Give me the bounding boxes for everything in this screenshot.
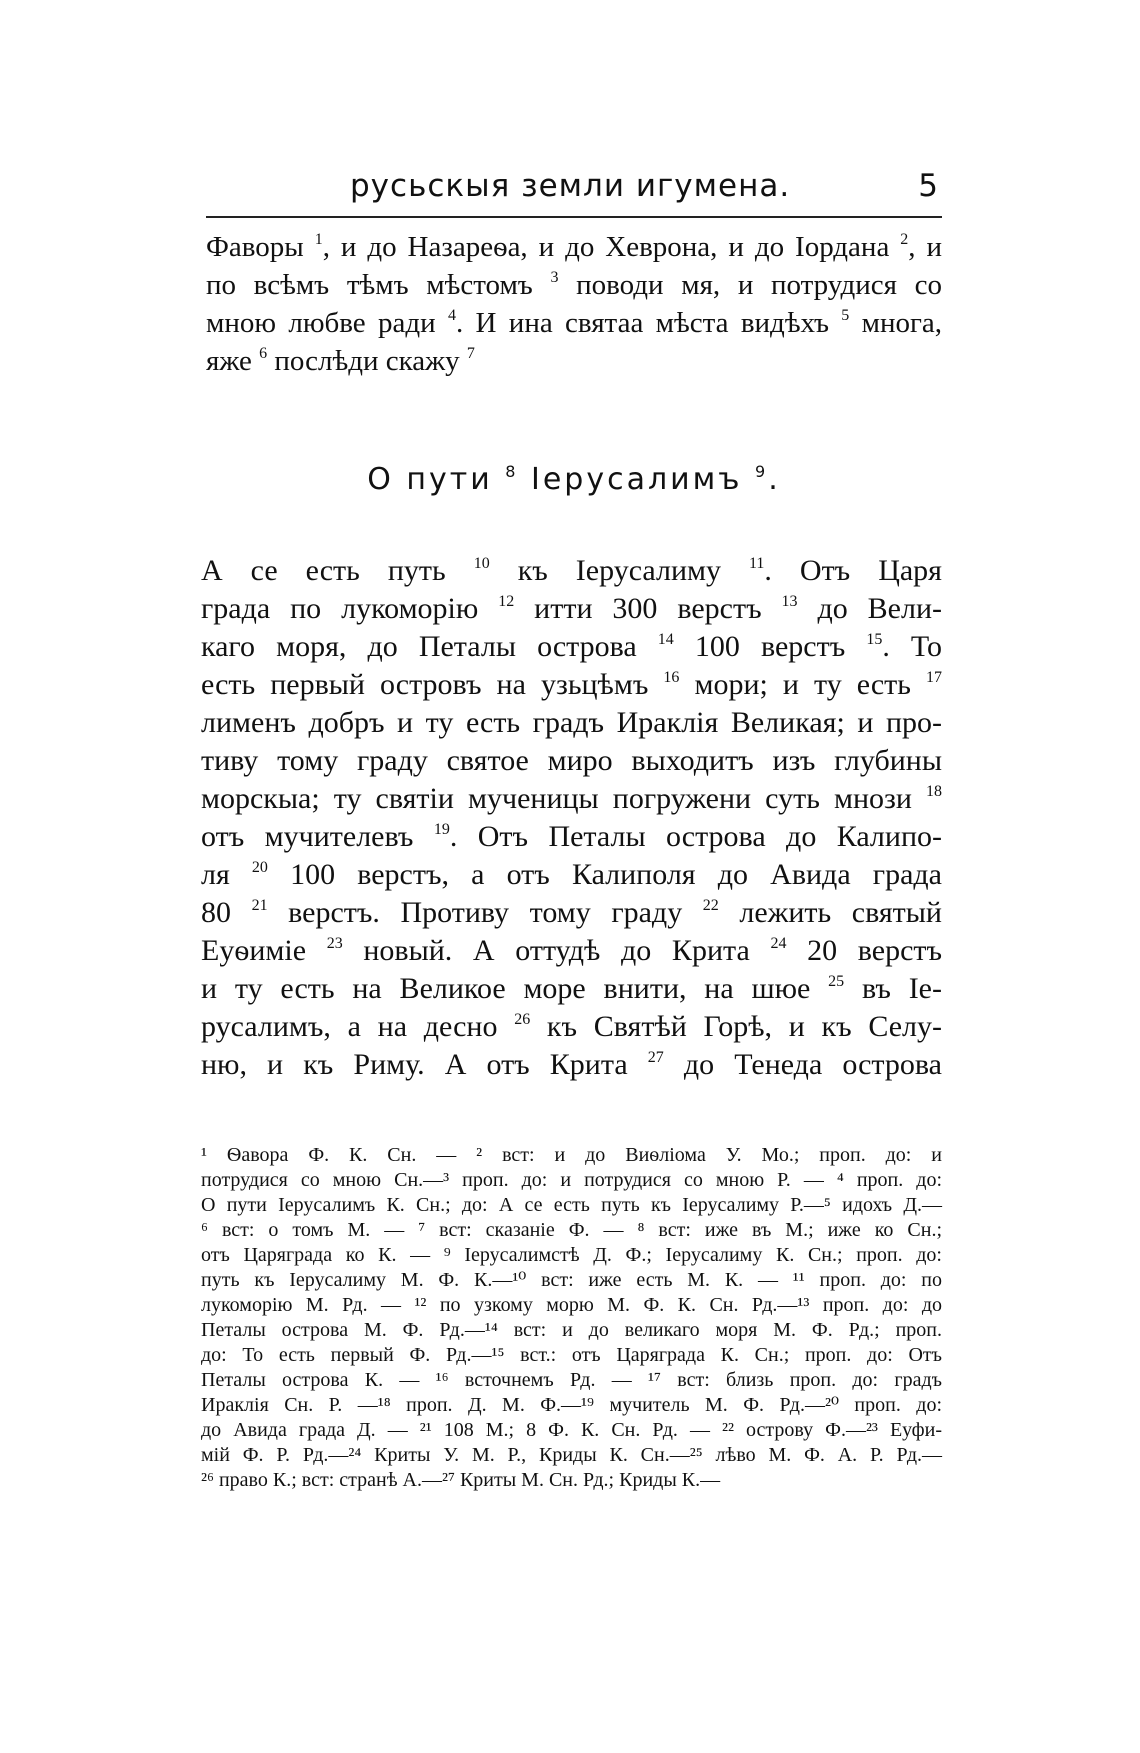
footnote-line: мій Ф. Р. Рд.—²⁴ Криты У. М. Р., Криды К. Сн.—²⁵ лѣво М. Ф. А. Р. Рд.—: [201, 1444, 942, 1466]
text-line: тиву тому граду святое миро выходитъ изъ глубины: [201, 744, 942, 777]
text-line: есть первый островъ на узьцѣмъ $^{16}$ мори; и ту есть $^{17}$: [201, 668, 942, 701]
footnote-line: до Авида града Д. — ²¹ 108 М.; 8 Ф. К. Сн. Рд. — ²² острову Ф.—²³ Еуфи-: [201, 1419, 942, 1441]
running-title: русьскыя земли игумена.: [350, 168, 791, 204]
footnote-line: Ираклія Сн. Р. —¹⁸ проп. Д. М. Ф.—¹⁹ мучитель М. Ф. Рд.—²⁰ проп. до:: [201, 1394, 942, 1416]
footnote-line: ⁶ вст: о томъ М. — ⁷ вст: сказаніе Ф. — ⁸ вст: иже въ М.; иже ко Сн.;: [201, 1219, 942, 1241]
text-line: 80 $^{21}$ верстъ. Противу тому граду $^{22}$ лежить святый: [201, 896, 942, 929]
text-line: Еуѳиміе $^{23}$ новый. А оттудѣ до Крита $^{24}$ 20 верстъ: [201, 934, 943, 967]
footnote-line: Петалы острова К. — ¹⁶ всточнемъ Рд. — ¹⁷ вст: близь проп. до: градъ: [201, 1369, 942, 1391]
text-line: А се есть путь $^{10}$ къ Іерусалиму $^{11}$. Отъ Царя: [201, 554, 942, 587]
text-line: каго моря, до Петалы острова $^{14}$ 100 верстъ $^{15}$. То: [201, 630, 942, 663]
page-header: [206, 168, 942, 218]
text-line: отъ мучителевъ $^{19}$. Отъ Петалы острова до Калипо-: [201, 820, 942, 853]
footnote-line: ²⁶ право К.; вст: странѣ А.—²⁷ Криты М. Сн. Рд.; Криды К.—: [201, 1469, 721, 1491]
page-number: 5: [918, 168, 938, 204]
footnote-line: лукоморію М. Рд. — ¹² по узкому морю М. Ф. К. Сн. Рд.—¹³ проп. до: до: [201, 1294, 942, 1316]
footnote-line: путь къ Іерусалиму М. Ф. К.—¹⁰ вст: иже есть М. К. — ¹¹ проп. до: по: [201, 1269, 942, 1291]
footnote-line: отъ Царяграда ко К. — ⁹ Іерусалимстѣ Д. Ф.; Іерусалиму К. Сн.; проп. до:: [201, 1244, 942, 1266]
text-line: и ту есть на Великое море внити, на шюе $^{25}$ въ Іе-: [201, 972, 942, 1005]
text-line: по всѣмъ тѣмъ мѣстомъ $^3$ поводи мя, и потрудися со: [206, 269, 942, 301]
text-line: ля $^{20}$ 100 верстъ, а отъ Калиполя до Авида града: [201, 858, 942, 891]
text-line: яже $^6$ послѣди скажу $^7$: [206, 345, 475, 377]
footnote-line: потрудися со мною Сн.—³ проп. до: и потрудися со мною Р. — ⁴ проп. до:: [201, 1169, 942, 1191]
text-line: града по лукоморію $^{12}$ итти 300 верстъ $^{13}$ до Вели-: [201, 592, 942, 625]
text-line: русалимъ, а на десно $^{26}$ къ Святѣй Горѣ, и къ Селу-: [201, 1010, 942, 1043]
text-line: мною любве ради $^4$. И ина святаа мѣста видѣхъ $^5$ многа,: [206, 307, 942, 339]
footnote-line: О пути Іерусалимъ К. Сн.; до: А се есть путь къ Іерусалиму Р.—⁵ идохъ Д.—: [201, 1194, 942, 1216]
text-line: Фаворы $^1$, и до Назареѳа, и до Хеврона, и до Іордана $^2$, и: [206, 231, 942, 263]
text-line: морскыа; ту святіи мученицы погружени суть мнози $^{18}$: [201, 782, 942, 815]
footnote-line: до: То есть первый Ф. Рд.—¹⁵ вст.: отъ Царяграда К. Сн.; проп. до: Отъ: [201, 1344, 942, 1366]
text-line: лименъ добръ и ту есть градъ Ираклія Великая; и про-: [201, 706, 942, 739]
section-heading: О пути $^8$ Іерусалимъ $^9$.: [367, 462, 781, 497]
text-line: ню, и къ Риму. А отъ Крита $^{27}$ до Тенеда острова: [201, 1048, 942, 1081]
footnote-line: Петалы острова М. Ф. Рд.—¹⁴ вст: и до великаго моря М. Ф. Рд.; проп.: [201, 1319, 942, 1341]
footnote-line: ¹ Ѳавора Ф. К. Сн. — ² вст: и до Виѳліома У. Мо.; проп. до: и: [201, 1144, 942, 1166]
